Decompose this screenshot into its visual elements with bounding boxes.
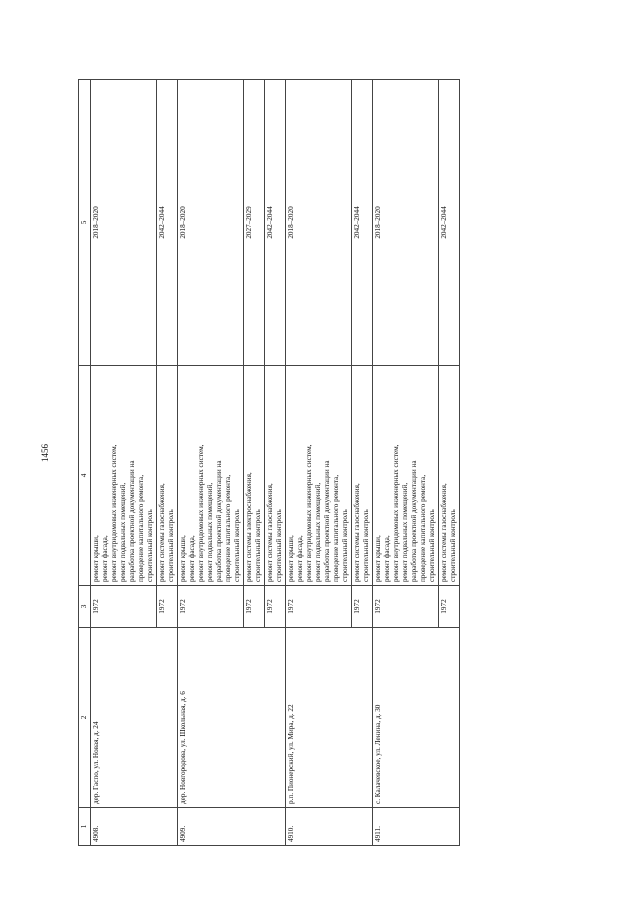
repair-works [439, 366, 460, 586]
repair-works [265, 366, 286, 586]
row-number: 4909. [178, 808, 286, 846]
build-year: 1972 [439, 586, 460, 628]
building-address: р.п. Пионерский, ул. Мира, д. 22 [286, 628, 373, 808]
row-number: 4911. [373, 808, 460, 846]
repair-work-item: строительный контроль [254, 509, 262, 582]
repair-works [157, 366, 178, 586]
build-year: 1972 [286, 586, 352, 628]
repair-work-item: разработка проектной документации на [323, 460, 331, 582]
repair-work-item: строительный контроль [233, 509, 241, 582]
repair-work-item: ремонт крыши, [179, 535, 187, 582]
repair-work-item: ремонт системы газоснабжения, [158, 483, 166, 582]
repair-work-item: ремонт крыши, [374, 535, 382, 582]
repair-period: 2027–2029 [244, 80, 265, 366]
repair-period: 2018–2020 [373, 80, 439, 366]
repair-work-item: ремонт подвальных помещений, [206, 482, 214, 582]
header-col-5: 5 [79, 80, 91, 366]
header-col-4: 4 [79, 366, 91, 586]
build-year: 1972 [373, 586, 439, 628]
row-number: 4910. [286, 808, 373, 846]
repair-work-item: ремонт подвальных помещений, [401, 482, 409, 582]
repair-work-item: ремонт фасада, [101, 535, 109, 582]
build-year: 1972 [157, 586, 178, 628]
repair-period: 2042–2044 [439, 80, 460, 366]
build-year: 1972 [352, 586, 373, 628]
repair-work-item: ремонт системы газоснабжения, [353, 483, 361, 582]
repair-period: 2018–2020 [91, 80, 157, 366]
repair-work-item: ремонт фасада, [188, 535, 196, 582]
repair-period: 2018–2020 [178, 80, 244, 366]
repair-work-item: строительный контроль [167, 509, 175, 582]
building-address: с. Калачевское, ул. Ленина, д. 30 [373, 628, 460, 808]
table-row [286, 80, 352, 846]
repair-period: 2018–2020 [286, 80, 352, 366]
table-row [91, 80, 157, 846]
header-col-2: 2 [79, 628, 91, 808]
repair-work-item: проведение капитального ремонта, [332, 474, 340, 582]
repair-works [373, 366, 439, 586]
repair-work-item: ремонт крыши, [92, 535, 100, 582]
repair-work-item: ремонт внутридомовых инженерных систем, [305, 444, 313, 582]
repair-work-item: ремонт системы газоснабжения, [440, 483, 448, 582]
repair-work-item: ремонт фасада, [296, 535, 304, 582]
repair-period: 2042–2044 [265, 80, 286, 366]
repair-work-item: строительный контроль [362, 509, 370, 582]
repair-schedule-table [78, 79, 460, 846]
repair-work-item: ремонт системы газоснабжения, [266, 483, 274, 582]
repair-works [244, 366, 265, 586]
header-col-1: 1 [79, 808, 91, 846]
header-row [79, 80, 91, 846]
header-col-3: 3 [79, 586, 91, 628]
repair-work-item: строительный контроль [449, 509, 457, 582]
table-body [91, 80, 460, 846]
repair-work-item: строительный контроль [146, 509, 154, 582]
repair-work-item: ремонт внутридомовых инженерных систем, [392, 444, 400, 582]
repair-work-item: ремонт внутридомовых инженерных систем, [197, 444, 205, 582]
repair-work-item: строительный контроль [428, 509, 436, 582]
building-address: дер. Новгородова, ул. Школьная, д. 6 [178, 628, 286, 808]
repair-work-item: ремонт подвальных помещений, [314, 482, 322, 582]
table-row [178, 80, 244, 846]
building-address: дер. Гаспо, ул. Новая, д. 24 [91, 628, 178, 808]
repair-works [286, 366, 352, 586]
repair-works [178, 366, 244, 586]
repair-work-item: разработка проектной документации на [128, 460, 136, 582]
repair-work-item: ремонт фасада, [383, 535, 391, 582]
repair-work-item: строительный контроль [275, 509, 283, 582]
repair-work-item: ремонт системы электроснабжения, [245, 472, 253, 582]
repair-period: 2042–2044 [352, 80, 373, 366]
repair-work-item: проведение капитального ремонта, [224, 474, 232, 582]
repair-work-item: разработка проектной документации на [215, 460, 223, 582]
repair-work-item: строительный контроль [341, 509, 349, 582]
repair-work-item: ремонт внутридомовых инженерных систем, [110, 444, 118, 582]
repair-work-item: проведение капитального ремонта, [419, 474, 427, 582]
repair-work-item: проведение капитального ремонта, [137, 474, 145, 582]
build-year: 1972 [244, 586, 265, 628]
repair-work-item: ремонт крыши, [287, 535, 295, 582]
build-year: 1972 [91, 586, 157, 628]
build-year: 1972 [265, 586, 286, 628]
repair-works [91, 366, 157, 586]
page-number: 1456 [40, 444, 50, 462]
row-number: 4908. [91, 808, 178, 846]
repair-period: 2042–2044 [157, 80, 178, 366]
repair-work-item: разработка проектной документации на [410, 460, 418, 582]
table-row [373, 80, 439, 846]
repair-work-item: ремонт подвальных помещений, [119, 482, 127, 582]
build-year: 1972 [178, 586, 244, 628]
rotated-table-container [78, 80, 578, 846]
repair-works [352, 366, 373, 586]
